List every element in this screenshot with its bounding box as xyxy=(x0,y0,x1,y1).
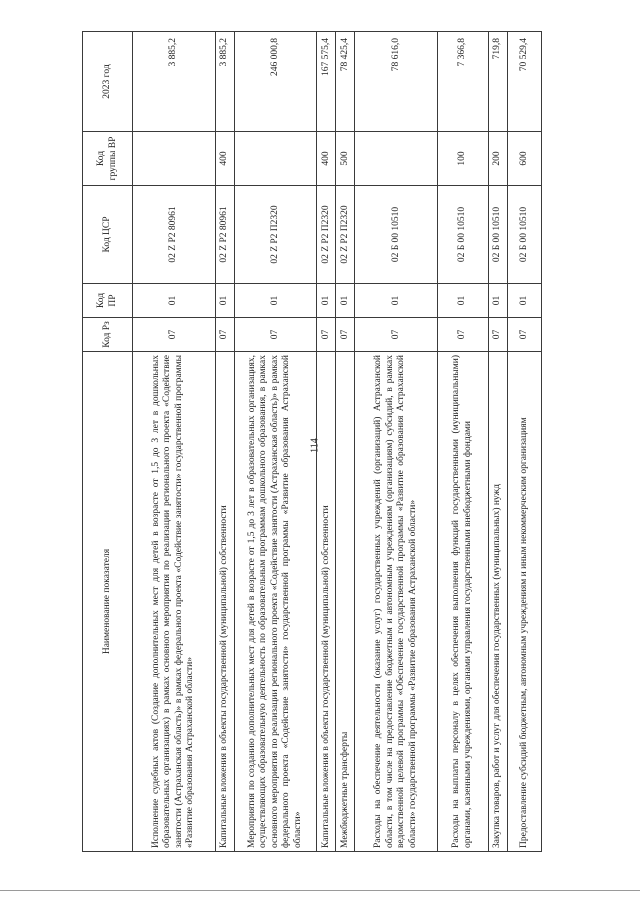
table-row xyxy=(215,32,234,852)
row-sum: 7 366,8 xyxy=(438,32,489,132)
rotated-page xyxy=(82,32,542,852)
row-vr: 500 xyxy=(336,132,355,186)
header-csr: Код ЦСР xyxy=(83,186,133,284)
budget-table xyxy=(82,31,542,852)
row-csr: 02 Z P2 П2320 xyxy=(336,186,355,284)
row-rz: 07 xyxy=(336,318,355,352)
row-rz: 07 xyxy=(133,318,216,352)
header-year: 2023 год xyxy=(83,32,133,132)
row-csr: 02 Б 00 10510 xyxy=(508,186,542,284)
row-name: Закупка товаров, работ и услуг для обеспечения государственных (муниципальных) нужд xyxy=(488,352,507,852)
row-vr xyxy=(133,132,216,186)
row-rz: 07 xyxy=(508,318,542,352)
row-vr: 200 xyxy=(488,132,507,186)
row-vr: 100 xyxy=(438,132,489,186)
table-row xyxy=(508,32,542,852)
table-row xyxy=(355,32,438,852)
row-pr: 01 xyxy=(317,284,336,318)
row-sum: 78 616,0 xyxy=(355,32,438,132)
row-name: Межбюджетные трансферты xyxy=(336,352,355,852)
row-name: Мероприятия по созданию дополнительных мест для детей в возрасте от 1,5 до 3 лет в образовательных организациях, осуществляющих образовательную деятельность по образовательным программам дошкольного образования, в рамках основного мероприятия по реализации регионального проекта «Содействие занятости (Астраханская область)» в рамках федерального проекта «Содействие занятости» государственной программы «Развитие образования Астраханской области» xyxy=(234,352,317,852)
row-sum: 167 575,4 xyxy=(317,32,336,132)
row-csr: 02 Z P2 80961 xyxy=(133,186,216,284)
row-vr: 400 xyxy=(317,132,336,186)
table-row xyxy=(317,32,336,852)
row-sum: 78 425,4 xyxy=(336,32,355,132)
row-vr xyxy=(355,132,438,186)
row-csr: 02 Б 00 10510 xyxy=(355,186,438,284)
row-name: Капитальные вложения в объекты государственной (муниципальной) собственности xyxy=(317,352,336,852)
row-sum: 3 885,2 xyxy=(215,32,234,132)
row-pr: 01 xyxy=(488,284,507,318)
header-row xyxy=(83,32,133,852)
header-pr: Код ПР xyxy=(83,284,133,318)
row-rz: 07 xyxy=(317,318,336,352)
header-name: Наименование показателя xyxy=(83,352,133,852)
row-rz: 07 xyxy=(234,318,317,352)
table-row xyxy=(133,32,216,852)
row-sum: 246 000,8 xyxy=(234,32,317,132)
row-rz: 07 xyxy=(438,318,489,352)
row-csr: 02 Б 00 10510 xyxy=(488,186,507,284)
page-number: 114 xyxy=(309,438,321,453)
row-csr: 02 Z P2 80961 xyxy=(215,186,234,284)
row-name: Расходы на выплаты персоналу в целях обеспечения выполнения функций государственными (муниципальными) органами, казенными учреждениями, органами управления государственными внебюджетными фондами xyxy=(438,352,489,852)
row-csr: 02 Z P2 П2320 xyxy=(317,186,336,284)
row-name: Предоставление субсидий бюджетным, автономным учреждениям и иным некоммерческим организациям xyxy=(508,352,542,852)
row-csr: 02 Z P2 П2320 xyxy=(234,186,317,284)
bottom-divider xyxy=(0,890,640,891)
row-pr: 01 xyxy=(438,284,489,318)
row-pr: 01 xyxy=(215,284,234,318)
row-name: Капитальные вложения в объекты государственной (муниципальной) собственности xyxy=(215,352,234,852)
row-pr: 01 xyxy=(336,284,355,318)
row-name: Расходы на обеспечение деятельности (оказание услуг) государственных учреждений (организаций) Астраханской области, в том числе на предоставление бюджетным и автономным учреждениям (организациям) субсидий, в рамках ведомственной целевой программы «Обеспечение государственной программы «Развитие образования Астраханской области» государственной программы «Развитие образования Астраханской области» xyxy=(355,352,438,852)
row-sum: 3 885,2 xyxy=(133,32,216,132)
row-pr: 01 xyxy=(355,284,438,318)
row-vr: 400 xyxy=(215,132,234,186)
header-rz: Код Рз xyxy=(83,318,133,352)
table-row xyxy=(234,32,317,852)
row-pr: 01 xyxy=(234,284,317,318)
row-pr: 01 xyxy=(508,284,542,318)
row-rz: 07 xyxy=(355,318,438,352)
table-row xyxy=(438,32,489,852)
row-sum: 719,8 xyxy=(488,32,507,132)
row-vr xyxy=(234,132,317,186)
row-rz: 07 xyxy=(488,318,507,352)
row-rz: 07 xyxy=(215,318,234,352)
table-row xyxy=(336,32,355,852)
row-pr: 01 xyxy=(133,284,216,318)
row-vr: 600 xyxy=(508,132,542,186)
header-vr: Код группы ВР xyxy=(83,132,133,186)
row-sum: 70 529,4 xyxy=(508,32,542,132)
table-row xyxy=(488,32,507,852)
row-csr: 02 Б 00 10510 xyxy=(438,186,489,284)
row-name: Исполнение судебных актов (Создание дополнительных мест для детей в возрасте от 1,5 до 3 лет в дошкольных образовательных организациях) в рамках основного мероприятия по реализации регионального проекта «Содействие занятости (Астраханская область)» в рамках федерального проекта «Содействие занятости» государственной программы «Развитие образования Астраханской области» xyxy=(133,352,216,852)
